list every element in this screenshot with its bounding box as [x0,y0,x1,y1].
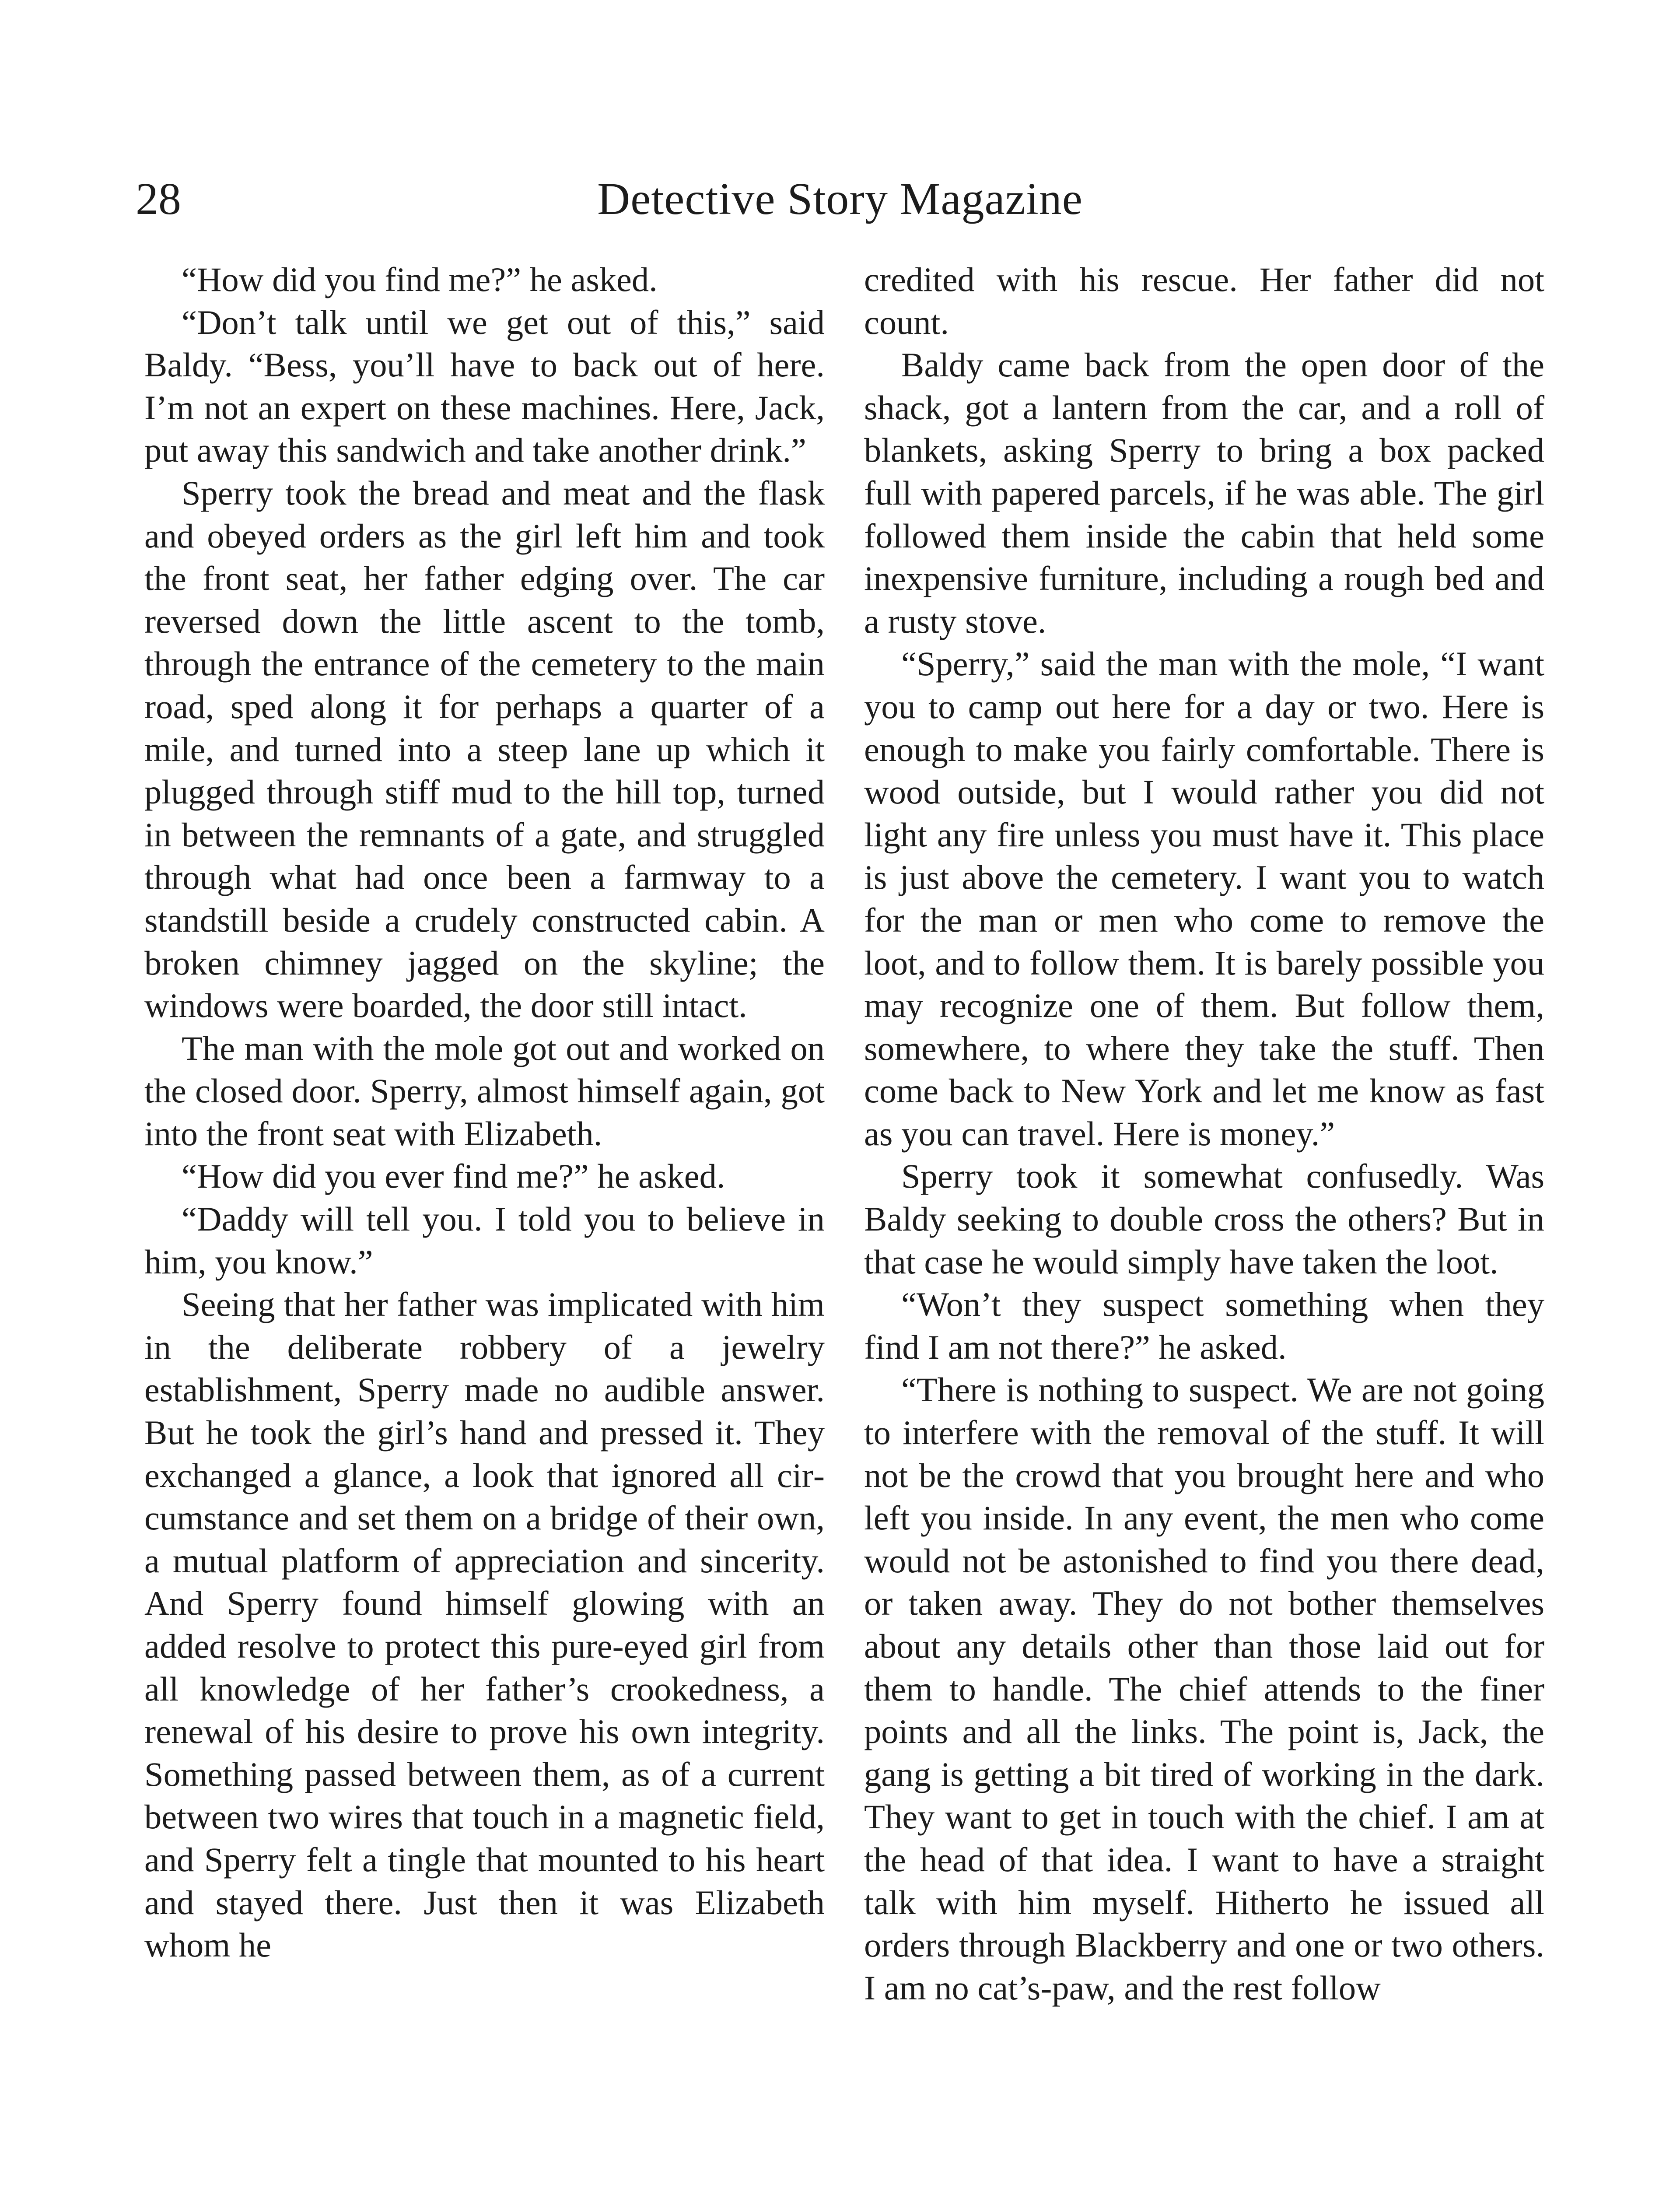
page-header [136,166,1544,232]
right-text-column [864,258,1544,2009]
paragraph: “How did you find me?” he asked. [182,260,658,298]
paragraph: “Sperry,” said the man with the mole, “I want you to camp out here for a day or two. Here is enough to make you fairly comfortable. There is wood outside, but I would rather you did not light any fire unless you must have it. This place is just above the cemetery. I want you to watch for the man or men who come to remove the loot, and to follow them. It is barely possible you may recognize one of them. But follow them, somewhere, to where they take the stuff. Then come back to New York and let me know as fast as you can travel. Here is money.” [864,645,1544,1153]
paragraph: “There is nothing to suspect. We are not going to interfere with the removal of the stuff. It will not be the crowd that you brought here and who left you inside. In any event, the men who come would not be astonished to find you there dead, or taken away. They do not bother themselves about any details other than those laid out for them to handle. The chief attends to the finer points and all the links. The point is, Jack, the gang is getting a bit tired of working in the dark. They want to get in touch with the chief. I am at the head of that idea. I want to have a straight talk with him myself. Hitherto he issued all orders through Blackberry and one or two others. I am no cat’s-paw, and the rest follow [864,1371,1544,2007]
paragraph: Sperry took the bread and meat and the flask and obeyed orders as the girl left him and took the front seat, her father edging over. The car reversed down the little ascent to the tomb, through the entrance of the cemetery to the main road, sped along it for perhaps a quarter of a mile, and turned into a steep lane up which it plugged through stiff mud to the hill top, turned in between the remnants of a gate, and struggled through what had once been a farmway to a standstill beside a crudely constructed cabin. A broken chimney jagged on the skyline; the windows were boarded, the door still intact. [144,473,825,1025]
paragraph: “Daddy will tell you. I told you to believe in him, you know.” [144,1200,825,1281]
paragraph: The man with the mole got out and worked on the closed door. Sperry, almost himself again, got into the front seat with Elizabeth. [144,1029,825,1153]
paragraph: “Won’t they suspect something when they find I am not there?” he asked. [864,1285,1544,1366]
paragraph: Seeing that her father was implicated with him in the deliberate robbery of a jewelry establishment, Sperry made no audible answer. But he took the girl’s hand and pressed it. They exchanged a glance, a look that ignored all circumstance and set them on a bridge of their own, a mutual platform of appreciation and sincerity. And Sperry found himself glowing with an added resolve to protect this pure-eyed girl from all knowledge of her father’s crookedness, a renewal of his desire to prove his own integrity. Something passed between them, as of a current between two wires that touch in a magnetic field, and Sperry felt a tingle that mounted to his heart and stayed there. Just then it was Elizabeth whom he [144,1285,825,1964]
left-text-column [144,258,825,1967]
paragraph: “Don’t talk until we get out of this,” said Baldy. “Bess, you’ll have to back out of here. I’m not an expert on these machines. Here, Jack, put away this sandwich and take another drink.” [144,303,825,470]
running-head-title: Detective Story Magazine [597,174,1083,224]
paragraph: Sperry took it somewhat confusedly. Was Baldy seeking to double cross the others? But in that case he would simply have taken the loot. [864,1157,1544,1281]
paragraph: Baldy came back from the open door of the shack, got a lantern from the car, and a roll of blankets, asking Sperry to bring a box packed full with papered parcels, if he was able. The girl followed them inside the cabin that held some inexpensive furniture, including a rough bed and a rusty stove. [864,346,1544,640]
paragraph: “How did you ever find me?” he asked. [182,1157,725,1196]
paragraph: credited with his rescue. Her father did not count. [864,260,1544,341]
page-number: 28 [136,174,181,224]
